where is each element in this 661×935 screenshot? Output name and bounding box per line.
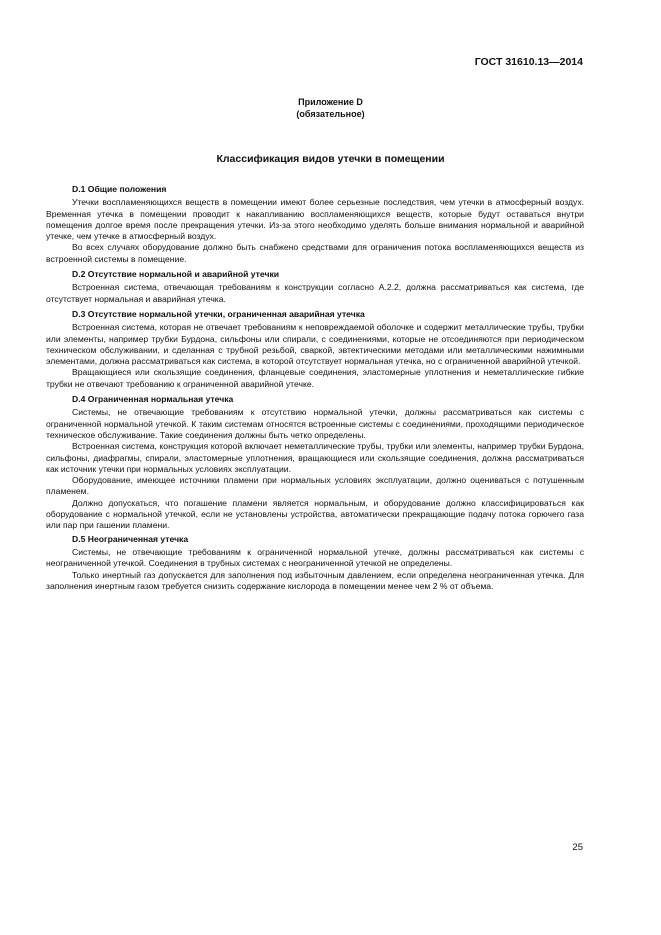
section-heading: D.4 Ограниченная нормальная утечка	[72, 394, 234, 405]
section-d4	[46, 394, 584, 532]
paragraph: Системы, не отвечающие требованиям к ограниченной нормальной утечке, должны рассматриваться как системы с неограниченной утечкой. Соединения в трубных системах с неограниченной утечкой не определены.	[46, 546, 584, 569]
section-heading: D.2 Отсутствие нормальной и аварийной утечки	[72, 269, 280, 280]
appendix-header	[0, 96, 661, 120]
section-heading: D.5 Неограниченная утечка	[72, 533, 189, 544]
paragraph: Встроенная система, отвечающая требованиям к конструкции согласно А.2.2, должна рассматриваться как система, где отсутствует нормальная и аварийная утечка.	[46, 282, 584, 304]
paragraph: Встроенная система, которая не отвечает требованиям к неповреждаемой оболочке и содержит металлические трубы, трубки или элементы, например трубки Бурдона, сильфоны или спирали, с соединениями, которые не отсоединяются при периодическом техническом обслуживании, и сделанная с трубной резьбой, сваркой, эвтектическими методами или металлическими нажимными элементами, должна рассматриваться как система, в которой отсутствует нормальная утечка, но с ограниченной аварийной утечкой.	[46, 322, 584, 367]
paragraph: Во всех случаях оборудование должно быть снабжено средствами для ограничения потока воспламеняющихся веществ из встроенной системы в помещение.	[46, 242, 584, 264]
paragraph: Должно допускаться, что погашение пламени является нормальным, и оборудование должно классифицироваться как оборудование с нормальной утечкой, если не установлены устройства, автоматически прекращающие подачу потока горючего газа или пар при гашении пламени.	[46, 497, 584, 531]
paragraph: Встроенная система, конструкция которой включает неметаллические трубы, трубки или элементы, например трубки Бурдона, сильфоны, диафрагмы, спирали, эластомерные уплотнения, вращающиеся или скользящие соединения, должна рассматриваться как источник утечки при нормальных условиях эксплуатации.	[46, 441, 584, 474]
standard-code: ГОСТ 31610.13—2014	[474, 56, 583, 68]
section-d1	[46, 184, 584, 265]
paragraph: Вращающиеся или скользящие соединения, фланцевые соединения, эластомерные уплотнения и неметаллические гибкие трубки не отвечают требованию к ограниченной аварийной утечке.	[46, 367, 584, 389]
section-d5	[46, 534, 584, 592]
section-heading: D.3 Отсутствие нормальной утечки, ограниченная аварийная утечка	[72, 308, 365, 319]
page-number: 25	[572, 842, 583, 853]
section-d3	[46, 309, 584, 390]
paragraph: Только инертный газ допускается для заполнения под избыточным давлением, если определена неограниченная утечка. Для заполнения инертным газом требуется снизить содержание кислорода в помещении менее чем 2 % от объема.	[46, 569, 584, 591]
page-title: Классификация видов утечки в помещении	[216, 153, 445, 165]
section-heading: D.1 Общие положения	[72, 184, 167, 194]
paragraph: Системы, не отвечающие требованиям к отсутствию нормальной утечки, должны рассматриваться как системы с ограниченной нормальной утечкой. К таким системам относятся встроенные системы с соединениями, проходящими периодическое техническое обслуживание. Такие соединения должны быть четко определены.	[46, 407, 584, 440]
section-d2	[46, 269, 584, 305]
appendix-status: (обязательное)	[296, 109, 365, 119]
paragraph: Утечки воспламеняющихся веществ в помещении имеют более серьезные последствия, чем утечки в атмосферный воздух. Временная утечка в помещении проводит к накапливанию воспламеняющихся веществ, которые будут оставаться внутри помещения долгое время после прекращения утечки. Из-за этого необходимо уделять больше внимания нормальной и аварийной утечке, чем утечке в атмосферный воздух.	[46, 197, 584, 242]
appendix-label: Приложение D	[298, 97, 363, 107]
document-body	[46, 180, 584, 594]
paragraph: Оборудование, имеющее источники пламени при нормальных условиях эксплуатации, должно оцениваться с потушенным пламенем.	[46, 475, 584, 497]
